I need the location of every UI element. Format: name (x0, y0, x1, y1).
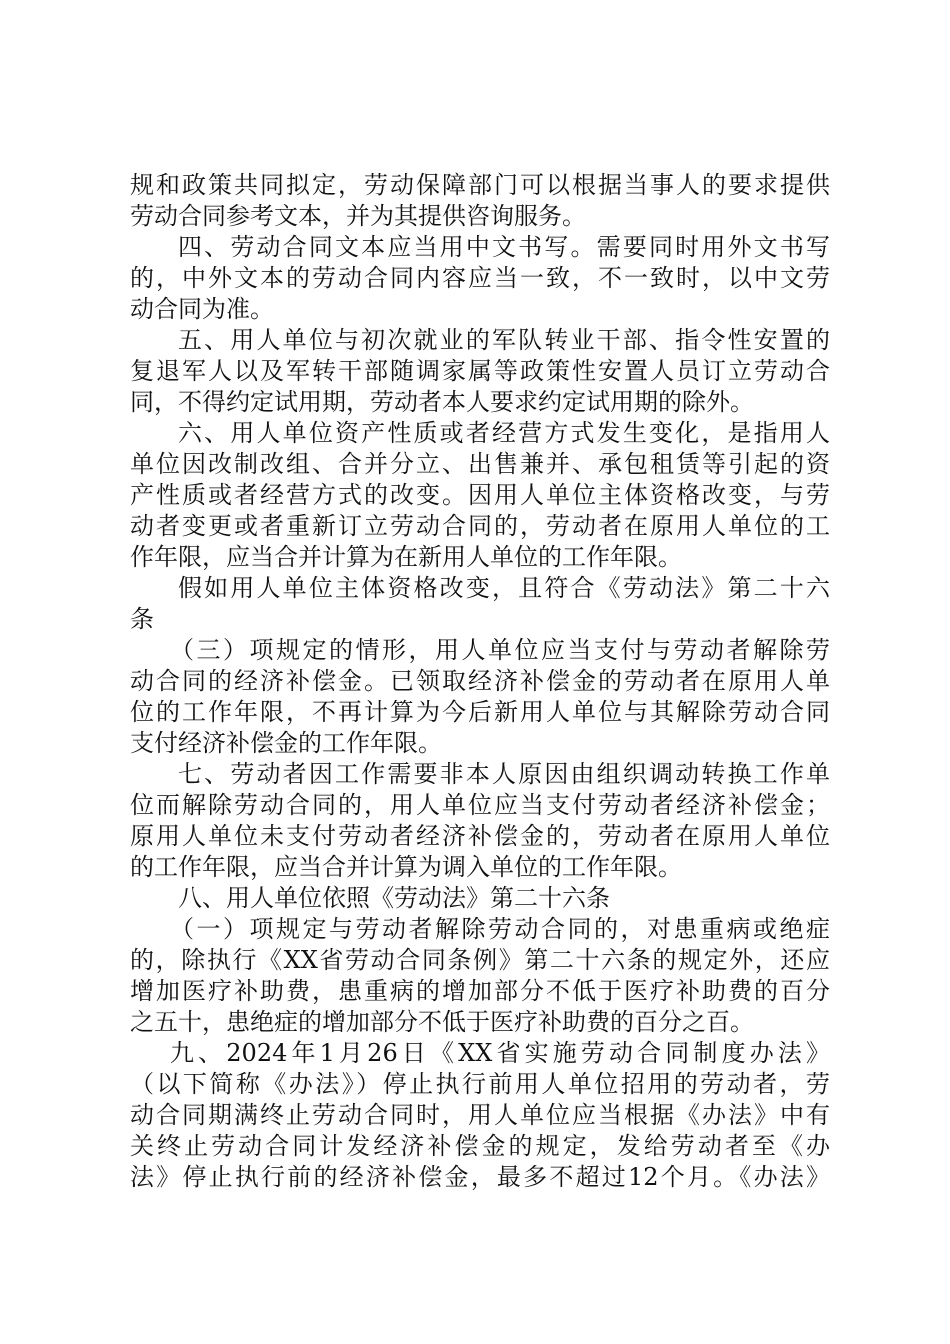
text-line: 六、用人单位资产性质或者经营方式发生变化，是指用人 (178, 419, 830, 447)
text-line: 法》停止执行前的经济补偿金，最多不超过12个月。《办法》 (130, 1163, 830, 1191)
text-line: 支付经济补偿金的工作年限。 (130, 729, 442, 757)
text-line: 原用人单位未支付劳动者经济补偿金的，劳动者在原用人单位 (130, 822, 830, 850)
text-line: 产性质或者经营方式的改变。因用人单位主体资格改变，与劳 (130, 481, 830, 509)
text-line: 关终止劳动合同计发经济补偿金的规定，发给劳动者至《办 (130, 1132, 830, 1160)
text-line: 增加医疗补助费，患重病的增加部分不低于医疗补助费的百分 (130, 977, 830, 1005)
text-line: 假如用人单位主体资格改变，且符合《劳动法》第二十六 (178, 574, 830, 602)
text-line: 的，除执行《XX省劳动合同条例》第二十六条的规定外，还应 (130, 946, 830, 974)
text-line: 劳动合同参考文本，并为其提供咨询服务。 (130, 202, 586, 230)
text-line: 动合同为准。 (130, 295, 274, 323)
text-line: （三）项规定的情形，用人单位应当支付与劳动者解除劳 (170, 636, 830, 664)
text-line: 动合同的经济补偿金。已领取经济补偿金的劳动者在原用人单 (130, 667, 830, 695)
text-line: 动者变更或者重新订立劳动合同的，劳动者在原用人单位的工 (130, 512, 830, 540)
text-line: 七、劳动者因工作需要非本人原因由组织调动转换工作单 (178, 760, 830, 788)
text-line: 动合同期满终止劳动合同时，用人单位应当根据《办法》中有 (130, 1101, 830, 1129)
text-line: 八、用人单位依照《劳动法》第二十六条 (178, 884, 610, 912)
text-line: 规和政策共同拟定，劳动保障部门可以根据当事人的要求提供 (130, 171, 830, 199)
text-line: 的，中外文本的劳动合同内容应当一致，不一致时，以中文劳 (130, 264, 830, 292)
text-line: （一）项规定与劳动者解除劳动合同的，对患重病或绝症 (170, 915, 830, 943)
text-line: 五、用人单位与初次就业的军队转业干部、指令性安置的 (178, 326, 830, 354)
text-line: 同，不得约定试用期，劳动者本人要求约定试用期的除外。 (130, 388, 754, 416)
text-line: 九、2024年1月26日《XX省实施劳动合同制度办法》 (170, 1039, 830, 1067)
document-body (130, 170, 830, 1193)
text-line: 的工作年限，应当合并计算为调入单位的工作年限。 (130, 853, 682, 881)
text-line: 位而解除劳动合同的，用人单位应当支付劳动者经济补偿金； (130, 791, 830, 819)
text-line: 单位因改制改组、合并分立、出售兼并、承包租赁等引起的资 (130, 450, 830, 478)
text-line: 位的工作年限，不再计算为今后新用人单位与其解除劳动合同 (130, 698, 830, 726)
text-line: 条 (130, 605, 154, 633)
text-line: （以下简称《办法》）停止执行前用人单位招用的劳动者，劳 (130, 1070, 830, 1098)
text-line: 之五十，患绝症的增加部分不低于医疗补助费的百分之百。 (130, 1008, 754, 1036)
text-line: 复退军人以及军转干部随调家属等政策性安置人员订立劳动合 (130, 357, 830, 385)
text-line: 四、劳动合同文本应当用中文书写。需要同时用外文书写 (178, 233, 830, 261)
text-line: 作年限，应当合并计算为在新用人单位的工作年限。 (130, 543, 682, 571)
